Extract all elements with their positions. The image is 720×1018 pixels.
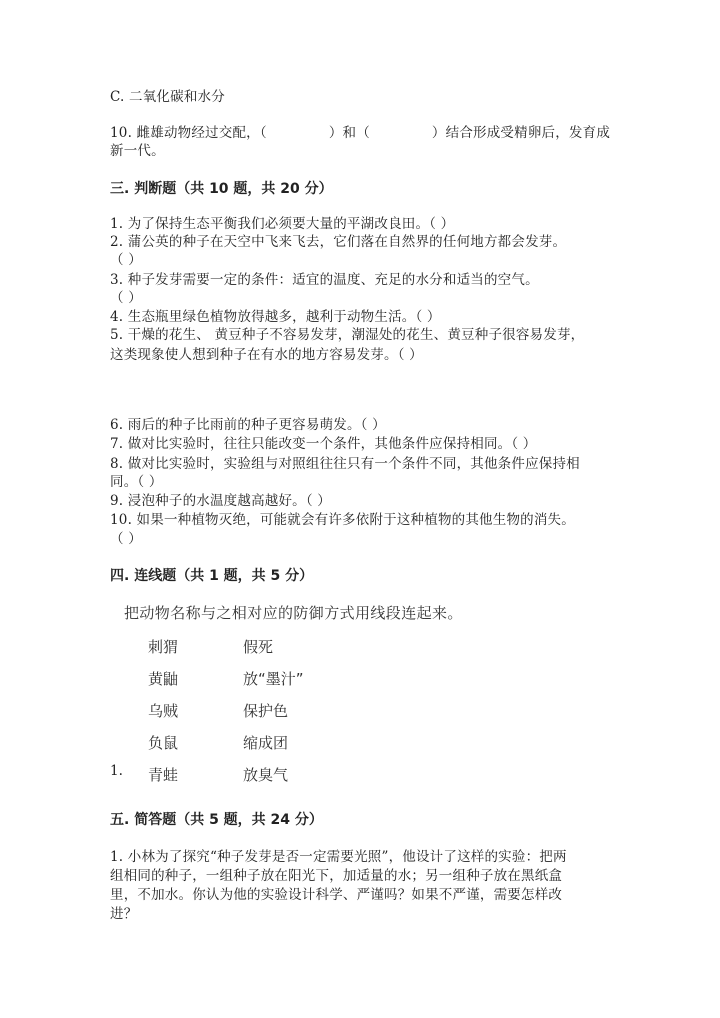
defense-label: 放臭气 bbox=[243, 766, 289, 784]
short-answer-line: 进？ bbox=[110, 906, 138, 922]
judge-line: 这类现象使人想到种子在有水的地方容易发芽。（ ） bbox=[110, 347, 423, 363]
matching-exercise-figure bbox=[110, 596, 510, 786]
judge-line: 9. 浸泡种子的水温度越高越好。（ ） bbox=[110, 493, 332, 509]
judge-line: （ ） bbox=[110, 290, 142, 306]
judge-line: 1. 为了保持生态平衡我们必须要大量的平湖改良田。（ ） bbox=[110, 216, 455, 232]
section3-heading: 三. 判断题（共 10 题，共 20 分） bbox=[110, 181, 333, 197]
judge-line: 5. 干燥的花生、 黄豆种子不容易发芽，潮湿处的花生、黄豆种子很容易发芽， bbox=[110, 327, 585, 343]
judge-line: 4. 生态瓶里绿色植物放得越多，越利于动物生活。（ ） bbox=[110, 309, 441, 325]
short-answer-line: 里，不加水。你认为他的实验设计科学、严谨吗？如果不严谨，需要怎样改 bbox=[110, 887, 563, 903]
matching-instruction: 把动物名称与之相对应的防御方式用线段连起来。 bbox=[124, 604, 463, 622]
animal-label: 刺猬 bbox=[148, 638, 179, 656]
short-answer-line: 组相同的种子，一组种子放在阳光下，加适量的水；另一组种子放在黑纸盒 bbox=[110, 868, 563, 884]
defense-label: 缩成团 bbox=[243, 734, 289, 752]
matching-question-number: 1. bbox=[110, 763, 123, 779]
question-10-line2: 新一代。 bbox=[110, 143, 165, 159]
judge-line: （ ） bbox=[110, 531, 142, 547]
option-c: C. 二氧化碳和水分 bbox=[110, 89, 225, 105]
defense-label: 保护色 bbox=[243, 702, 289, 720]
defense-label: 放“墨汁” bbox=[243, 670, 304, 688]
section5-heading: 五. 简答题（共 5 题，共 24 分） bbox=[110, 812, 323, 828]
judge-line: 10. 如果一种植物灭绝，可能就会有许多依附于这种植物的其他生物的消失。 bbox=[110, 512, 575, 528]
judge-line: （ ） bbox=[110, 252, 142, 268]
judge-line: 8. 做对比实验时，实验组与对照组往往只有一个条件不同，其他条件应保持相 bbox=[110, 456, 580, 472]
judge-line: 7. 做对比实验时，往往只能改变一个条件，其他条件应保持相同。（ ） bbox=[110, 436, 537, 452]
q10-text-a: 10. 雌雄动物经过交配，（ bbox=[110, 125, 267, 141]
animal-label: 负鼠 bbox=[148, 734, 179, 752]
animal-label: 黄鼬 bbox=[148, 670, 179, 688]
judge-line: 同。（ ） bbox=[110, 474, 163, 490]
question-10-line1 bbox=[110, 124, 610, 142]
judge-line: 3. 种子发芽需要一定的条件：适宜的温度、充足的水分和适当的空气。 bbox=[110, 272, 539, 288]
animal-label: 青蛙 bbox=[148, 766, 179, 784]
judge-line: 2. 蒲公英的种子在天空中飞来飞去，它们落在自然界的任何地方都会发芽。 bbox=[110, 234, 567, 250]
short-answer-line: 1. 小林为了探究“种子发芽是否一定需要光照”，他设计了这样的实验：把两 bbox=[110, 849, 567, 865]
judge-line: 6. 雨后的种子比雨前的种子更容易萌发。（ ） bbox=[110, 417, 386, 433]
defense-label: 假死 bbox=[243, 638, 274, 656]
q10-text-b: ）和（ bbox=[328, 125, 370, 141]
section4-heading: 四. 连线题（共 1 题，共 5 分） bbox=[110, 568, 314, 584]
animal-label: 乌贼 bbox=[148, 702, 179, 720]
q10-text-c: ）结合形成受精卵后，发育成 bbox=[431, 125, 611, 141]
